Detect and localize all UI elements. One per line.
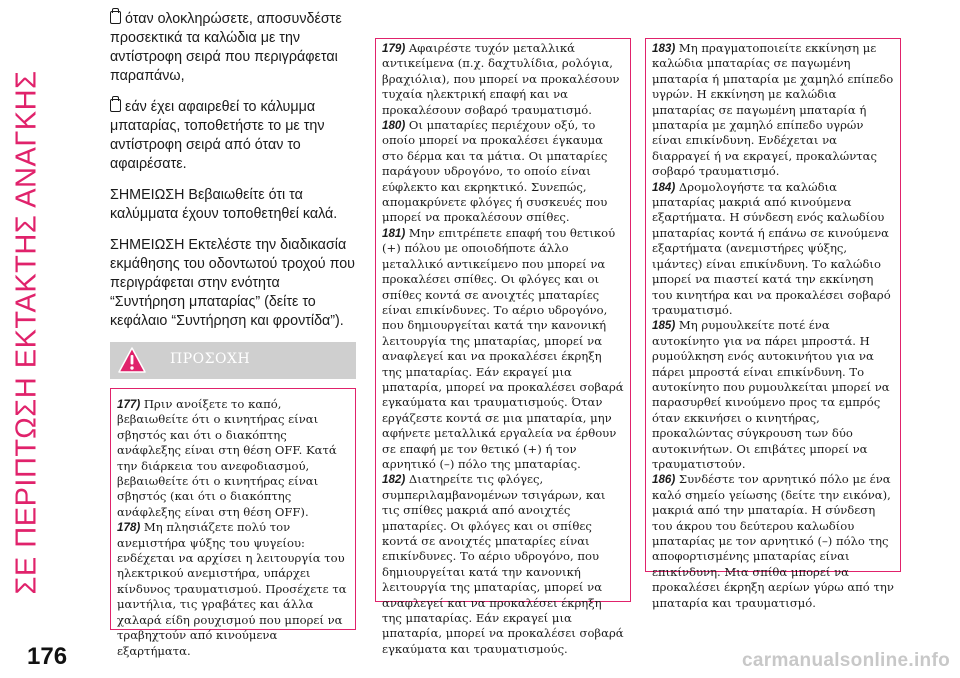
chapter-side-title bbox=[2, 22, 52, 642]
warning-header bbox=[110, 342, 356, 379]
warning-item-179 bbox=[382, 41, 624, 118]
warning-text-column-3 bbox=[652, 41, 894, 611]
note-number: 179) bbox=[382, 42, 406, 55]
note-number: 185) bbox=[652, 319, 676, 333]
bullet-1-text: όταν ολοκληρώσετε, αποσυνδέστε προσεκτικά τα καλώδια με την αντίστροφη σειρά που περιγράφεται παραπάνω, bbox=[110, 11, 342, 84]
note-text: Συνδέστε τον αρνητικό πόλο με ένα καλό σημείο γείωσης (δείτε την εικόνα), μακριά από την μπαταρία. Η σύνδεση του άκρου του δεύτερου καλωδίου μπαταρίας με τον αρνητικό (–) πόλο της αποφορτισμένης μπαταρίας είναι επικίνδυνη. Μια σπίθα μπορεί να προκαλέσει έκρηξη αερίων γύρω από την μπαταρία και τραυματισμό. bbox=[652, 472, 894, 610]
bullet-item-2 bbox=[110, 98, 356, 174]
watermark: carmanualsonline.info bbox=[742, 650, 950, 671]
battery-clamp-icon bbox=[110, 11, 121, 24]
warning-item-181 bbox=[382, 226, 624, 473]
note-text: Αφαιρέστε τυχόν μεταλλικά αντικείμενα (π.χ. δαχτυλίδια, ρολόγια, βραχιόλια), που μπορεί να προκαλέσουν τυχαία ηλεκτρική επαφή και να προκαλέσουν σοβαρό τραυματισμό. bbox=[382, 41, 620, 117]
note-number: 180) bbox=[382, 119, 406, 133]
note-covers: ΣΗΜΕΙΩΣΗ Βεβαιωθείτε ότι τα καλύμματα έχουν τοποθετηθεί καλά. bbox=[110, 187, 338, 222]
note-number: 186) bbox=[652, 473, 676, 487]
note-text: Δρομολογήστε τα καλώδια μπαταρίας μακριά από κινούμενα εξαρτήματα. Η σύνδεση ενός καλωδίου μπαταρίας κοντά ή επάνω σε κινούμενα εξαρτήματα (ανεμιστήρες ψύξης, ιμάντες) είναι επικίνδυνη. Το καλώδιο μπορεί να πιαστεί κατά την εκκίνηση του κινητήρα και να προκαλέσει σοβαρό τραυματισμό. bbox=[652, 179, 891, 317]
warning-box-column-3 bbox=[645, 38, 901, 610]
note-text: Μη ρυμουλκείτε ποτέ ένα αυτοκίνητο για να πάρει μπροστά. Η ρυμούλκηση ενός αυτοκινήτου για να πάρει μπροστά είναι επικίνδυνη. Το αυτοκίνητο που ρυμουλκείται μπορεί να παρασυρθεί κινούμενο προς τα εμπρός όταν εκκινήσει ο κινητήρας, προκαλώντας σύγκρουση των δύο αυτοκινήτων. Οι επιβάτες μπορεί να τραυματιστούν. bbox=[652, 318, 890, 471]
note-number: 181) bbox=[382, 226, 406, 240]
warning-item-186 bbox=[652, 472, 894, 611]
note-text: Πριν ανοίξετε το καπό, βεβαιωθείτε ότι ο κινητήρας είναι σβηστός και ότι ο διακόπτης ανάφλεξης είναι στη θέση OFF. Κατά την διάρκεια του ανεφοδιασμού, βεβαιωθείτε ότι ο κινητήρας είναι σβηστός (και ότι ο διακόπτης ανάφλεξης είναι στη θέση OFF). bbox=[117, 397, 337, 519]
warning-item-178 bbox=[117, 520, 349, 659]
page-number: 176 bbox=[27, 643, 68, 670]
warning-triangle-icon bbox=[118, 347, 146, 373]
warning-text bbox=[117, 397, 349, 659]
warning-item-183 bbox=[652, 41, 894, 180]
bullet-item-1 bbox=[110, 10, 356, 86]
note-number: 183) bbox=[652, 42, 676, 55]
warning-box bbox=[110, 388, 356, 658]
note-text: Μη πραγματοποιείτε εκκίνηση με καλώδια μπαταρίας σε παγωμένη μπαταρία ή μπαταρία με χαμηλό επίπεδο υγρών. Η εκκίνηση με καλώδια μπαταρίας σε παγωμένη μπαταρία ή μπαταρία με χαμηλό επίπεδο υγρών είναι επικίνδυνη. Ενδέχεται να διαρραγεί ή να εκραγεί, προκαλώντας σοβαρό τραυματισμό. bbox=[652, 41, 894, 179]
warning-item-180 bbox=[382, 118, 624, 226]
warning-box-column-2 bbox=[375, 38, 631, 656]
note-number: 178) bbox=[117, 521, 141, 535]
note-number: 182) bbox=[382, 473, 406, 487]
warning-title: ΠΡΟΣΟΧΗ bbox=[170, 351, 251, 367]
warning-item-185 bbox=[652, 318, 894, 472]
note-number: 177) bbox=[117, 398, 141, 411]
battery-clamp-icon bbox=[110, 99, 121, 112]
note-number: 184) bbox=[652, 180, 676, 194]
note-text: Οι μπαταρίες περιέχουν οξύ, το οποίο μπορεί να προκαλέσει έγκαυμα στο δέρμα και τα μάτια. Οι μπαταρίες παράγουν υδρογόνο, το οποίο είναι εύφλεκτο και εκρηκτικό. Συνεπώς, απομακρύνετε φλόγες ή συσκευές που μπορεί να προκαλέσουν σπίθες. bbox=[382, 118, 608, 225]
note-text: Διατηρείτε τις φλόγες, συμπεριλαμβανομένων τσιγάρων, και τις σπίθες μακριά από ανοιχτές μπαταρίες. Οι φλόγες και οι σπίθες κοντά σε ανοιχτές μπαταρίες είναι επικίνδυνες. Το αέριο υδρογόνο, που δημιουργείται κατά την κανονική λειτουργία της μπαταρίας, μπορεί να αναφλεγεί και να προκαλέσει έκρηξη της μπαταρίας. Εάν εκραγεί μια μπαταρία, μπορεί να προκαλέσει σοβαρά εγκαύματα και τραυματισμούς. bbox=[382, 472, 624, 656]
note-learning-procedure: ΣΗΜΕΙΩΣΗ Εκτελέστε την διαδικασία εκμάθησης του οδοντωτού τροχού που περιγράφεται στην ενότητα “Συντήρηση μπαταρίας” (δείτε το κεφάλαιο “Συντήρηση και φροντίδα”). bbox=[110, 237, 355, 329]
warning-item-184 bbox=[652, 180, 894, 319]
note-text: Μη πλησιάζετε πολύ τον ανεμιστήρα ψύξης του ψυγείου: ενδέχεται να αρχίσει η λειτουργία του ηλεκτρικού ανεμιστήρα, υπάρχει κίνδυνος τραυματισμού. Προσέχετε τα μαντήλια, τις γραβάτες και άλλα χαλαρά είδη ρουχισμού που μπορεί να τραβηχτούν από κινούμενα εξαρτήματα. bbox=[117, 520, 347, 658]
chapter-title-text: ΣΕ ΠΕΡΙΠΤΩΣΗ ΕΚΤΑΚΤΗΣ ΑΝΑΓΚΗΣ bbox=[10, 69, 43, 595]
warning-item-182 bbox=[382, 472, 624, 657]
main-text-column bbox=[110, 10, 356, 343]
note-text: Μην επιτρέπετε επαφή του θετικού (+) πόλου με οποιοδήποτε άλλο μεταλλικό αντικείμενο που μπορεί να προκαλέσει σπίθες. Οι φλόγες και οι σπίθες κοντά σε ανοιχτές μπαταρίες είναι επικίνδυνες. Το αέριο υδρογόνο, που δημιουργείται κατά την κανονική λειτουργία της μπαταρίας, μπορεί να αναφλεγεί και να προκαλέσει έκρηξη της μπαταρίας. Εάν εκραγεί μια μπαταρία, μπορεί να προκαλέσει σοβαρά εγκαύματα και τραυματισμούς. Όταν εργάζεστε κοντά σε μια μπαταρία, μην αφήνετε μεταλλικά εργαλεία να έρθουν σε επαφή με τον θετικό (+) ή τον αρνητικό (–) πόλο της μπαταρίας. bbox=[382, 225, 624, 471]
warning-item-177 bbox=[117, 397, 349, 520]
warning-text-column-2 bbox=[382, 41, 624, 657]
bullet-2-text: εάν έχει αφαιρεθεί το κάλυμμα μπαταρίας, τοποθετήστε το με την αντίστροφη σειρά από όταν το αφαιρέσατε. bbox=[110, 99, 325, 172]
